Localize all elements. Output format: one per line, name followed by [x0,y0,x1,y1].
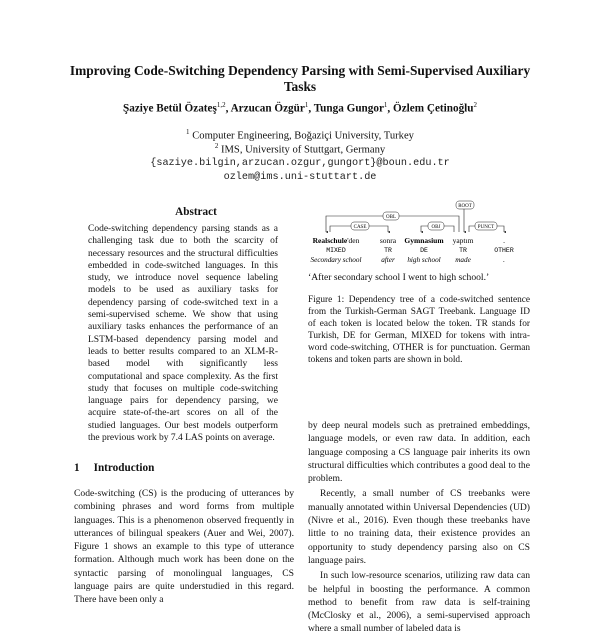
language-tag: TR [459,247,467,254]
relation-label: ROOT [458,204,472,209]
gloss: made [455,256,471,264]
affiliation-line [60,128,540,142]
relation-label: OBL [386,215,396,220]
author-separator: , [387,102,394,115]
relation-label: PUNCT [477,225,495,230]
abstract-text: Code-switching dependency parsing stands as a challenging task due to both the scarcity of necessary resources and the structural difficulties embedded in code-switched languages. In this study, we introduce novel sequence labeling models to be used as auxiliary tasks for dependency parsing of code-switched text in a semi-supervised scheme. We show that using auxiliary tasks enhances the performance of an LSTM-based dependency parsing model and leads to better results compared to an XLM-R-based model with significantly less computational and space complexity. As the first study that focuses on multiple code-switching language pairs for dependency parsing, we acquire state-of-the-art scores on all of the studied languages. Our best models outperform the previous work by 7.4 LAS points on average. [88,224,278,444]
relation-label: CASE [353,225,367,230]
token: sonra [379,236,397,245]
token: Gymnasium [404,236,444,245]
section-heading-introduction [74,462,154,474]
author-affiliation-mark: 1,2 [216,101,226,109]
language-tag: OTHER [494,247,514,254]
email-line[interactable]: ozlem@ims.uni-stuttart.de [223,172,377,183]
affiliation-text: Computer Engineering, Boğaziçi University, Turkey [192,130,414,142]
affiliation-text: IMS, University of Stuttgart, Germany [220,144,386,156]
gloss: . [503,256,505,264]
token: yaptım [452,236,474,245]
author-affiliation-mark: 1 [383,101,388,109]
affiliation-mark: 1 [186,128,190,136]
figure-caption: Figure 1: Dependency tree of a code-switched sentence from the Turkish-German SAGT Treebank. Language ID of each token is located below the token. TR stands for Turkish, DE for German, MIXED for tokens with intra-word code-switching, OTHER is for punctuation. German tokens and token parts are shown in bold. [308,295,530,366]
introduction-text: Code-switching (CS) is the producing of utterances by combining phrases and word forms from multiple languages. This is a phenomenon observed frequently in utterances of bilingual speakers (Auer and Wei, 2007). Figure 1 shows an example to this type of utterance formation. Although much work has been done on the syntactic parsing of monolingual languages, CS language pairs are quite understudied in this regard. There have been only a [74,488,294,606]
author-affiliation-mark: 2 [473,101,477,109]
paragraph: In such low-resource scenarios, utilizing raw data can be helpful in boosting the performance. A common method to benefit from raw data is self-training (McClosky et al., 2006), a semi-supervised approach where a small number of labeled data is [308,570,530,635]
token: Realschule'den [312,236,360,245]
gloss: after [381,256,395,264]
author-affiliation-mark: 1 [304,101,309,109]
token: . [503,236,505,245]
author-name: Arzucan Özgür [230,102,305,115]
language-tag: TR [384,247,392,254]
section-number: 1 [74,462,80,474]
author-list [30,101,570,115]
paper-title: Improving Code-Switching Dependency Parsing with Semi-Supervised Auxiliary Tasks [69,63,531,94]
gloss: high school [407,256,441,264]
language-tag: MIXED [326,247,346,254]
paragraph: by deep neural models such as pretrained embeddings, language models, or even raw data. In addition, each language composing a CS language pair inherits its own structural difficulties which contributes a good deal to the problem. [308,420,530,485]
section-title: Introduction [93,462,155,474]
figure-translation: ‘After secondary school I went to high school.’ [308,272,490,283]
language-tag: DE [420,247,428,254]
author-separator: , [308,102,314,115]
author-separator: , [225,102,231,115]
abstract-heading: Abstract [175,206,217,218]
author-name: Şaziye Betül Özateş [123,102,217,115]
paragraph: Recently, a small number of CS treebanks were manually annotated within Universal Dependencies (UD) (Nivre et al., 2016). Even though these treebanks have little to no training data, their existence provides an opportunity to study dependency parsing also on CS language pairs. [308,488,530,566]
affiliation-line [60,142,540,156]
dependency-tree-figure [306,200,536,270]
affiliation-mark: 2 [214,142,219,150]
author-name: Özlem Çetinoğlu [393,102,474,115]
relation-label: OBJ [431,225,441,230]
right-column-text [308,419,530,638]
author-name: Tunga Gungor [313,102,384,115]
email-line[interactable]: {saziye.bilgin,arzucan.ozgur,gungort}@boun.edu.tr [150,158,450,169]
gloss: Secondary school [310,256,362,264]
